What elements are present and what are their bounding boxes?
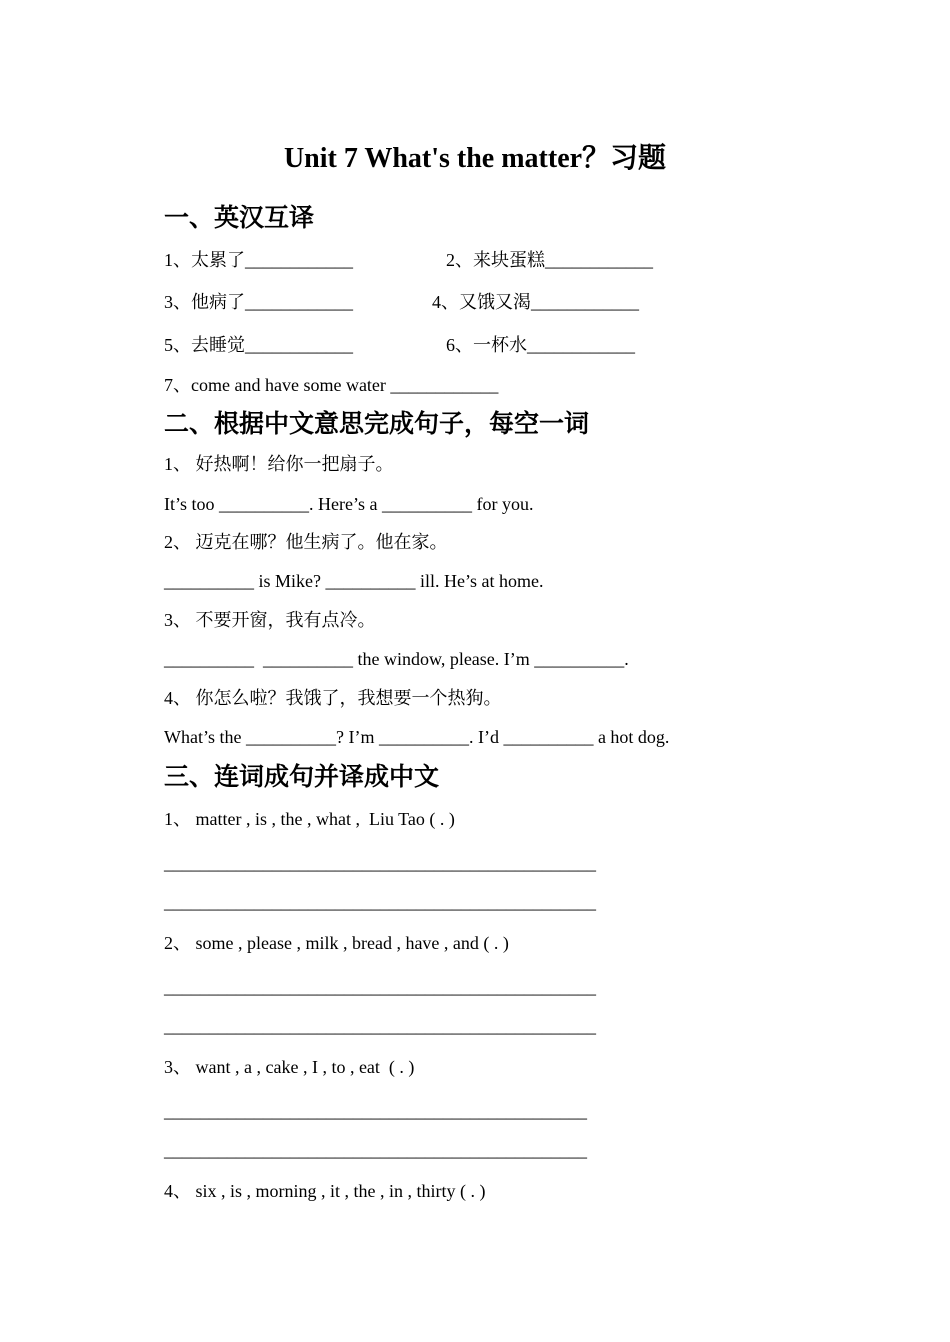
s2-q3-sentence: __________ __________ the window, please. I’m __________.	[164, 649, 629, 669]
s3-q4-words: 4、 six , is , morning , it , the , in , thirty ( . )	[164, 1181, 486, 1201]
s1-item-1: 1、太累了____________	[164, 250, 353, 270]
s3-q1-answer-line-2: ________________________________________________	[164, 892, 596, 912]
s1-item-2: 2、来块蛋糕____________	[446, 250, 653, 270]
s3-q1-words: 1、 matter , is , the , what , Liu Tao ( . )	[164, 809, 455, 829]
page-title: Unit 7 What's the matter？习题	[283, 143, 667, 174]
s2-q3-prompt: 3、 不要开窗，我有点冷。	[164, 610, 376, 630]
s2-q1-prompt: 1、 好热啊！给你一把扇子。	[164, 454, 394, 474]
section-3-heading: 三、连词成句并译成中文	[164, 764, 440, 791]
s1-item-3: 3、他病了____________	[164, 292, 353, 312]
s2-q2-prompt: 2、 迈克在哪？他生病了。他在家。	[164, 532, 448, 552]
s1-item-7: 7、come and have some water ____________	[164, 375, 499, 395]
s3-q3-answer-line-2: _______________________________________________	[164, 1140, 587, 1160]
s2-q2-sentence: __________ is Mike? __________ ill. He’s at home.	[164, 571, 544, 591]
s1-item-5: 5、去睡觉____________	[164, 335, 353, 355]
section-1-heading: 一、英汉互译	[164, 205, 315, 232]
section-2-heading: 二、根据中文意思完成句子，每空一词	[164, 411, 590, 438]
s2-q4-sentence: What’s the __________? I’m __________. I’d __________ a hot dog.	[164, 727, 670, 747]
s3-q2-answer-line-1: ________________________________________________	[164, 977, 596, 997]
s2-q1-sentence: It’s too __________. Here’s a __________ for you.	[164, 494, 534, 514]
s3-q2-answer-line-2: ________________________________________________	[164, 1016, 596, 1036]
s3-q1-answer-line-1: ________________________________________________	[164, 853, 596, 873]
s3-q3-words: 3、 want , a , cake , I , to , eat ( . )	[164, 1057, 415, 1077]
s1-item-4: 4、又饿又渴____________	[432, 292, 639, 312]
s2-q4-prompt: 4、 你怎么啦？我饿了，我想要一个热狗。	[164, 688, 502, 708]
s3-q3-answer-line-1: _______________________________________________	[164, 1101, 587, 1121]
s1-item-6: 6、一杯水____________	[446, 335, 635, 355]
s3-q2-words: 2、 some , please , milk , bread , have , and ( . )	[164, 933, 509, 953]
